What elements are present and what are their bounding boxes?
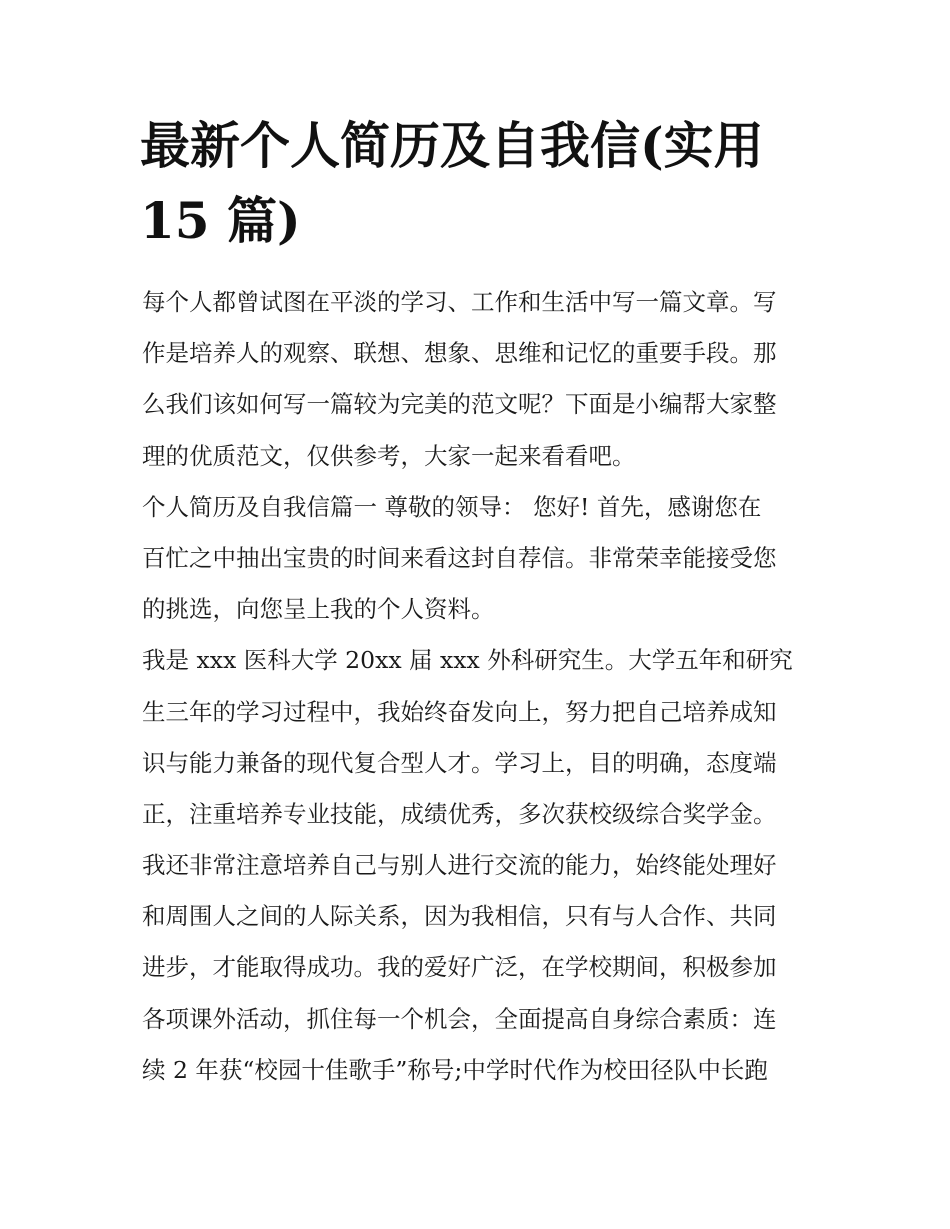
body-line: 我是 xxx 医科大学 20xx 届 xxx 外科研究生。大学五年和研究 — [142, 646, 793, 675]
body-line: 正，注重培养专业技能，成绩优秀，多次获校级综合奖学金。 — [142, 799, 777, 828]
body-line: 作是培养人的观察、联想、想象、思维和记忆的重要手段。那 — [142, 339, 777, 368]
body-line: 续 2 年获“校园十佳歌手”称号;中学时代作为校田径队中长跑 — [142, 1055, 768, 1084]
body-line: 理的优质范文，仅供参考，大家一起来看看吧。 — [142, 441, 636, 470]
body-line: 识与能力兼备的现代复合型人才。学习上，目的明确，态度端 — [142, 748, 777, 777]
body-line: 和周围人之间的人际关系，因为我相信，只有与人合作、共同 — [142, 902, 777, 931]
body-line: 各项课外活动，抓住每一个机会，全面提高自身综合素质：连 — [142, 1004, 777, 1033]
body-line: 每个人都曾试图在平淡的学习、工作和生活中写一篇文章。写 — [142, 288, 777, 316]
body-line: 的挑选，向您呈上我的个人资料。 — [142, 595, 495, 624]
body-line: 百忙之中抽出宝贵的时间来看这封自荐信。非常荣幸能接受您 — [142, 543, 777, 572]
body-line: 生三年的学习过程中，我始终奋发向上，努力把自己培养成知 — [142, 697, 777, 726]
title-line: 最新个人简历及自我信(实用 — [140, 116, 764, 175]
body-line: 我还非常注意培养自己与别人进行交流的能力，始终能处理好 — [142, 851, 777, 880]
body-line: 么我们该如何写一篇较为完美的范文呢？下面是小编帮大家整 — [142, 390, 777, 419]
body-line: 个人简历及自我信篇一 尊敬的领导： 您好! 首先，感谢您在 — [142, 492, 762, 521]
body-line: 进步，才能取得成功。我的爱好广泛，在学校期间，积极参加 — [142, 953, 777, 982]
document-title — [140, 108, 820, 258]
document-body — [142, 277, 822, 1096]
title-line: 15 篇) — [140, 191, 301, 250]
